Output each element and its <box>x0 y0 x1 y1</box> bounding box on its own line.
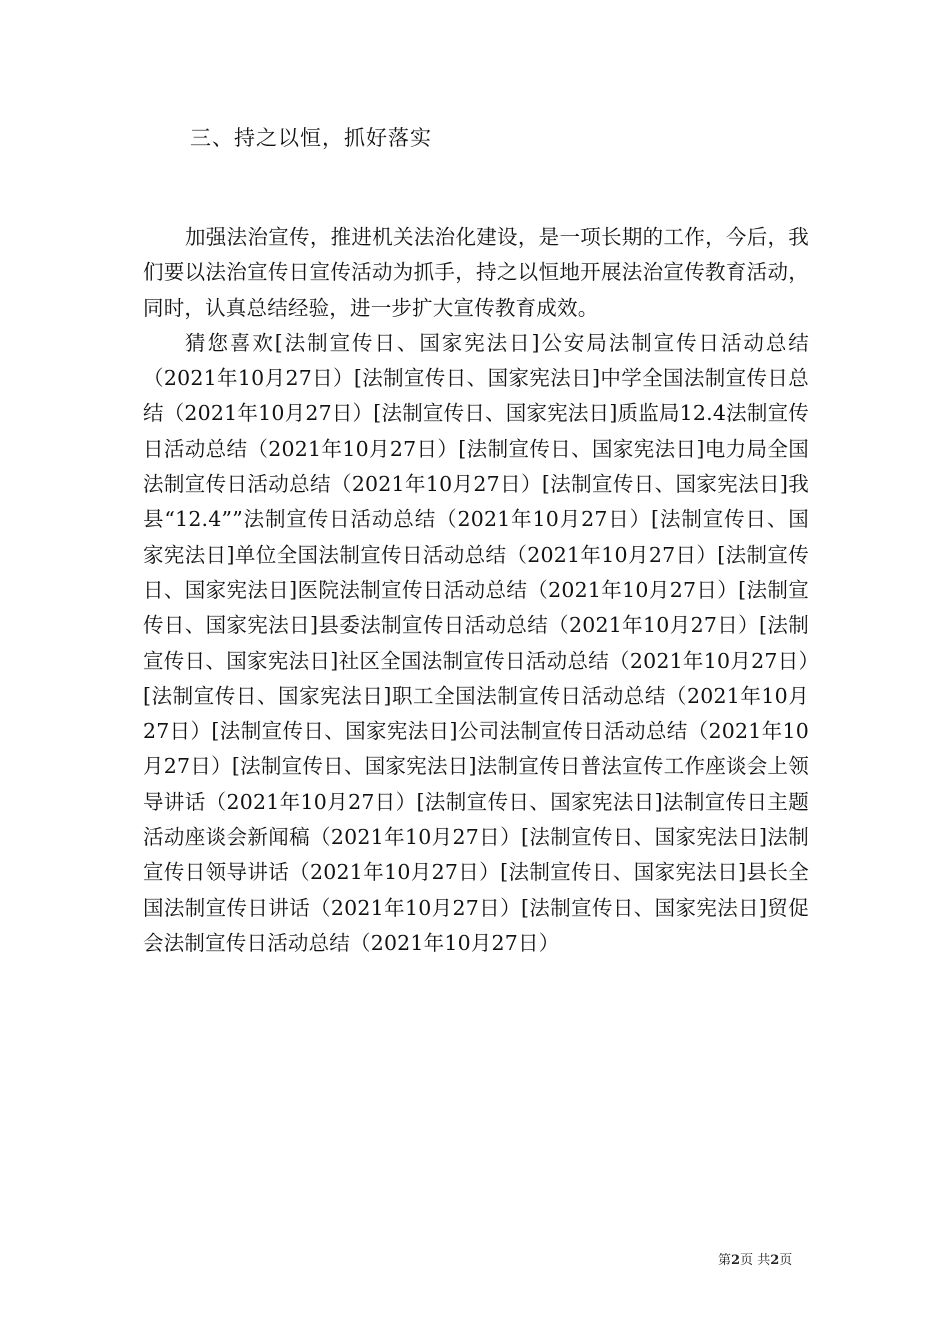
page-footer <box>718 1252 792 1270</box>
footer-suffix: 页 <box>779 1253 793 1268</box>
footer-prefix: 第 <box>718 1253 732 1268</box>
related-articles-paragraph: 猜您喜欢[法制宣传日、国家宪法日]公安局法制宣传日活动总结（2021年10月27日）[法制宣传日、国家宪法日]中学全国法制宣传日总结（2021年10月27日）[法制宣传日、国家宪法日]质监局12.4法制宣传日活动总结（2021年10月27日）[法制宣传日、国家宪法日]电力局全国法制宣传日活动总结（2021年10月27日）[法制宣传日、国家宪法日]我县“12.4””法制宣传日活动总结（2021年10月27日）[法制宣传日、国家宪法日]单位全国法制宣传日活动总结（2021年10月27日）[法制宣传日、国家宪法日]医院法制宣传日活动总结（2021年10月27日）[法制宣传日、国家宪法日]县委法制宣传日活动总结（2021年10月27日）[法制宣传日、国家宪法日]社区全国法制宣传日活动总结（2021年10月27日）[法制宣传日、国家宪法日]职工全国法制宣传日活动总结（2021年10月27日）[法制宣传日、国家宪法日]公司法制宣传日活动总结（2021年10月27日）[法制宣传日、国家宪法日]法制宣传日普法宣传工作座谈会上领导讲话（2021年10月27日）[法制宣传日、国家宪法日]法制宣传日主题活动座谈会新闻稿（2021年10月27日）[法制宣传日、国家宪法日]法制宣传日领导讲话（2021年10月27日）[法制宣传日、国家宪法日]县长全国法制宣传日讲话（2021年10月27日）[法制宣传日、国家宪法日]贸促会法制宣传日活动总结（2021年10月27日） <box>143 330 809 955</box>
document-body <box>143 220 809 961</box>
section-heading: 三、持之以恒，抓好落实 <box>190 126 432 150</box>
footer-middle: 页 共 <box>740 1253 771 1268</box>
closing-paragraph: 加强法治宣传，推进机关法治化建设，是一项长期的工作，今后，我们要以法治宣传日宣传活动为抓手，持之以恒地开展法治宣传教育活动，同时，认真总结经验，进一步扩大宣传教育成效。 <box>143 225 809 320</box>
current-page-number: 2 <box>731 1253 741 1268</box>
total-pages-number: 2 <box>770 1253 780 1268</box>
